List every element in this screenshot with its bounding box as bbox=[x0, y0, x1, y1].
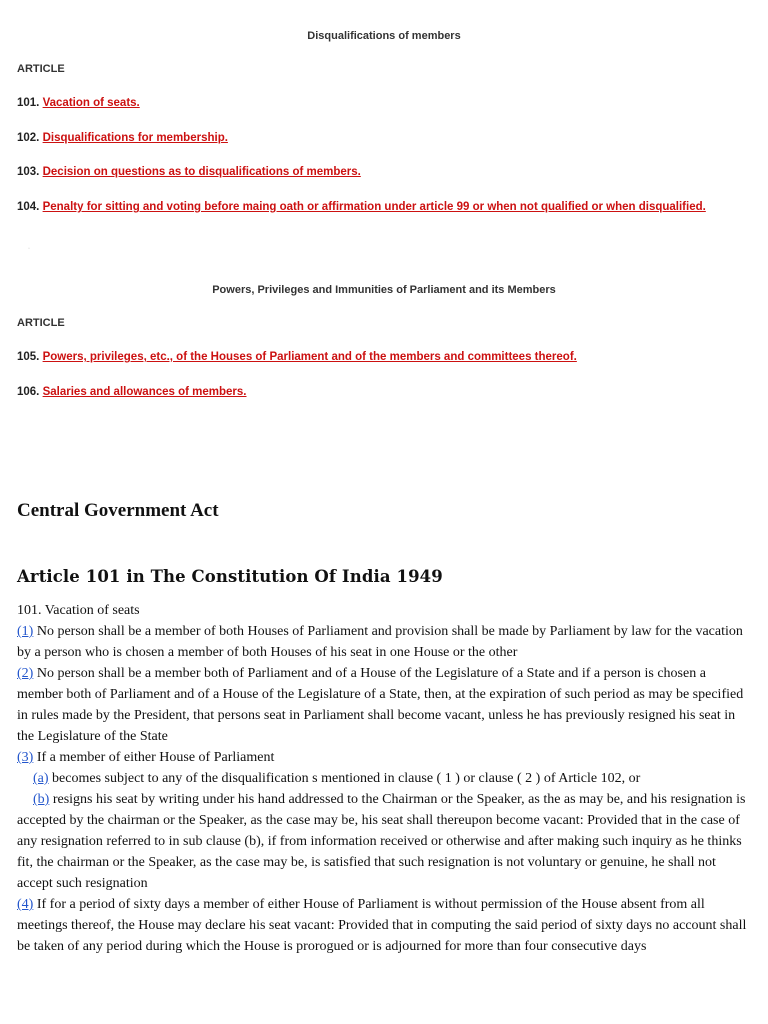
toc-item-102 bbox=[17, 130, 717, 146]
subclause-3b-link[interactable]: (b) bbox=[33, 792, 50, 807]
toc-item-104 bbox=[17, 199, 707, 215]
toc-item-103 bbox=[17, 164, 717, 180]
subclause-3a-text: becomes subject to any of the disqualification s mentioned in clause ( 1 ) or clause ( 2 ) of Article 102, or bbox=[48, 771, 641, 786]
section-title-powers-privileges: Powers, Privileges and Immunities of Parliament and its Members bbox=[212, 284, 556, 296]
article-body bbox=[17, 600, 755, 957]
clause-4-link[interactable]: (4) bbox=[17, 897, 34, 912]
article-intro: 101. Vacation of seats bbox=[17, 603, 140, 618]
article-heading: Article 101 in The Constitution Of India 1949 bbox=[17, 567, 443, 586]
clause-2-link[interactable]: (2) bbox=[17, 666, 34, 681]
toc-number: 104. bbox=[17, 201, 40, 213]
toc-number: 101. bbox=[17, 97, 40, 109]
clause-3-text: If a member of either House of Parliament bbox=[33, 750, 275, 765]
clause-1-link[interactable]: (1) bbox=[17, 624, 34, 639]
clause-1-text: No person shall be a member of both Houses of Parliament and provision shall be made by Parliament by law for the vacation by a person who is chosen a member of both Houses of his seat in one House or the other bbox=[17, 624, 743, 660]
toc-number: 105. bbox=[17, 351, 40, 363]
subclause-3b bbox=[17, 789, 755, 894]
subclause-3b-text: resigns his seat by writing under his hand addressed to the Chairman or the Speaker, as the as may be, and his resignation is accepted by the chairman or the Speaker, as the case may be, his seat shall thereupon become vacant: Provided that in the case of any resignation referred to in sub clause (b), if from information received or otherwise and after making such inquiry as he thinks fit, the chairman or the Speaker, as the case may be, is satisfied that such resignation is not voluntary or genuine, he shall not accept such resignation bbox=[17, 792, 746, 891]
toc-item-106 bbox=[17, 384, 717, 400]
clause-4 bbox=[17, 894, 755, 957]
toc-link-powers-privileges[interactable]: Powers, privileges, etc., of the Houses of Parliament and of the members and committees thereof. bbox=[42, 351, 577, 363]
toc-link-penalty-for-sitting[interactable]: Penalty for sitting and voting before maing oath or affirmation under article 99 or when not qualified or when disqualified. bbox=[42, 201, 706, 213]
clause-2-text: No person shall be a member both of Parliament and of a House of the Legislature of a State and if a person is chosen a member both of Parliament and of a House of the Legislature of a State, then, at the expiration of such period as may be specified in rules made by the President, that persons seat in Parliament shall become vacant, unless he has previously resigned his seat in the Legislature of the State bbox=[17, 666, 744, 744]
toc-link-disqualifications-membership[interactable]: Disqualifications for membership. bbox=[42, 132, 228, 144]
clause-1 bbox=[17, 621, 755, 663]
toc-number: 103. bbox=[17, 166, 40, 178]
toc-item-105 bbox=[17, 349, 717, 365]
toc-link-vacation-of-seats[interactable]: Vacation of seats. bbox=[42, 97, 140, 109]
subclause-3a bbox=[17, 768, 755, 789]
section-title-disqualifications: Disqualifications of members bbox=[307, 30, 461, 42]
toc-number: 102. bbox=[17, 132, 40, 144]
act-heading: Central Government Act bbox=[17, 500, 219, 521]
toc-link-decision-on-questions[interactable]: Decision on questions as to disqualifications of members. bbox=[42, 166, 361, 178]
article-label: ARTICLE bbox=[17, 63, 65, 75]
divider-dot: · bbox=[28, 246, 30, 252]
toc-item-101 bbox=[17, 95, 717, 111]
clause-4-text: If for a period of sixty days a member of either House of Parliament is without permission of the House absent from all meetings thereof, the House may declare his seat vacant: Provided that in computing the said period of sixty days no account shall be taken of any period during which the House is prorogued or is adjourned for more than four consecutive days bbox=[17, 897, 747, 954]
toc-number: 106. bbox=[17, 386, 40, 398]
toc-link-salaries-allowances[interactable]: Salaries and allowances of members. bbox=[42, 386, 247, 398]
subclause-3a-link[interactable]: (a) bbox=[33, 771, 49, 786]
clause-2 bbox=[17, 663, 755, 747]
article-label: ARTICLE bbox=[17, 317, 65, 329]
clause-3-link[interactable]: (3) bbox=[17, 750, 34, 765]
clause-3 bbox=[17, 747, 755, 768]
